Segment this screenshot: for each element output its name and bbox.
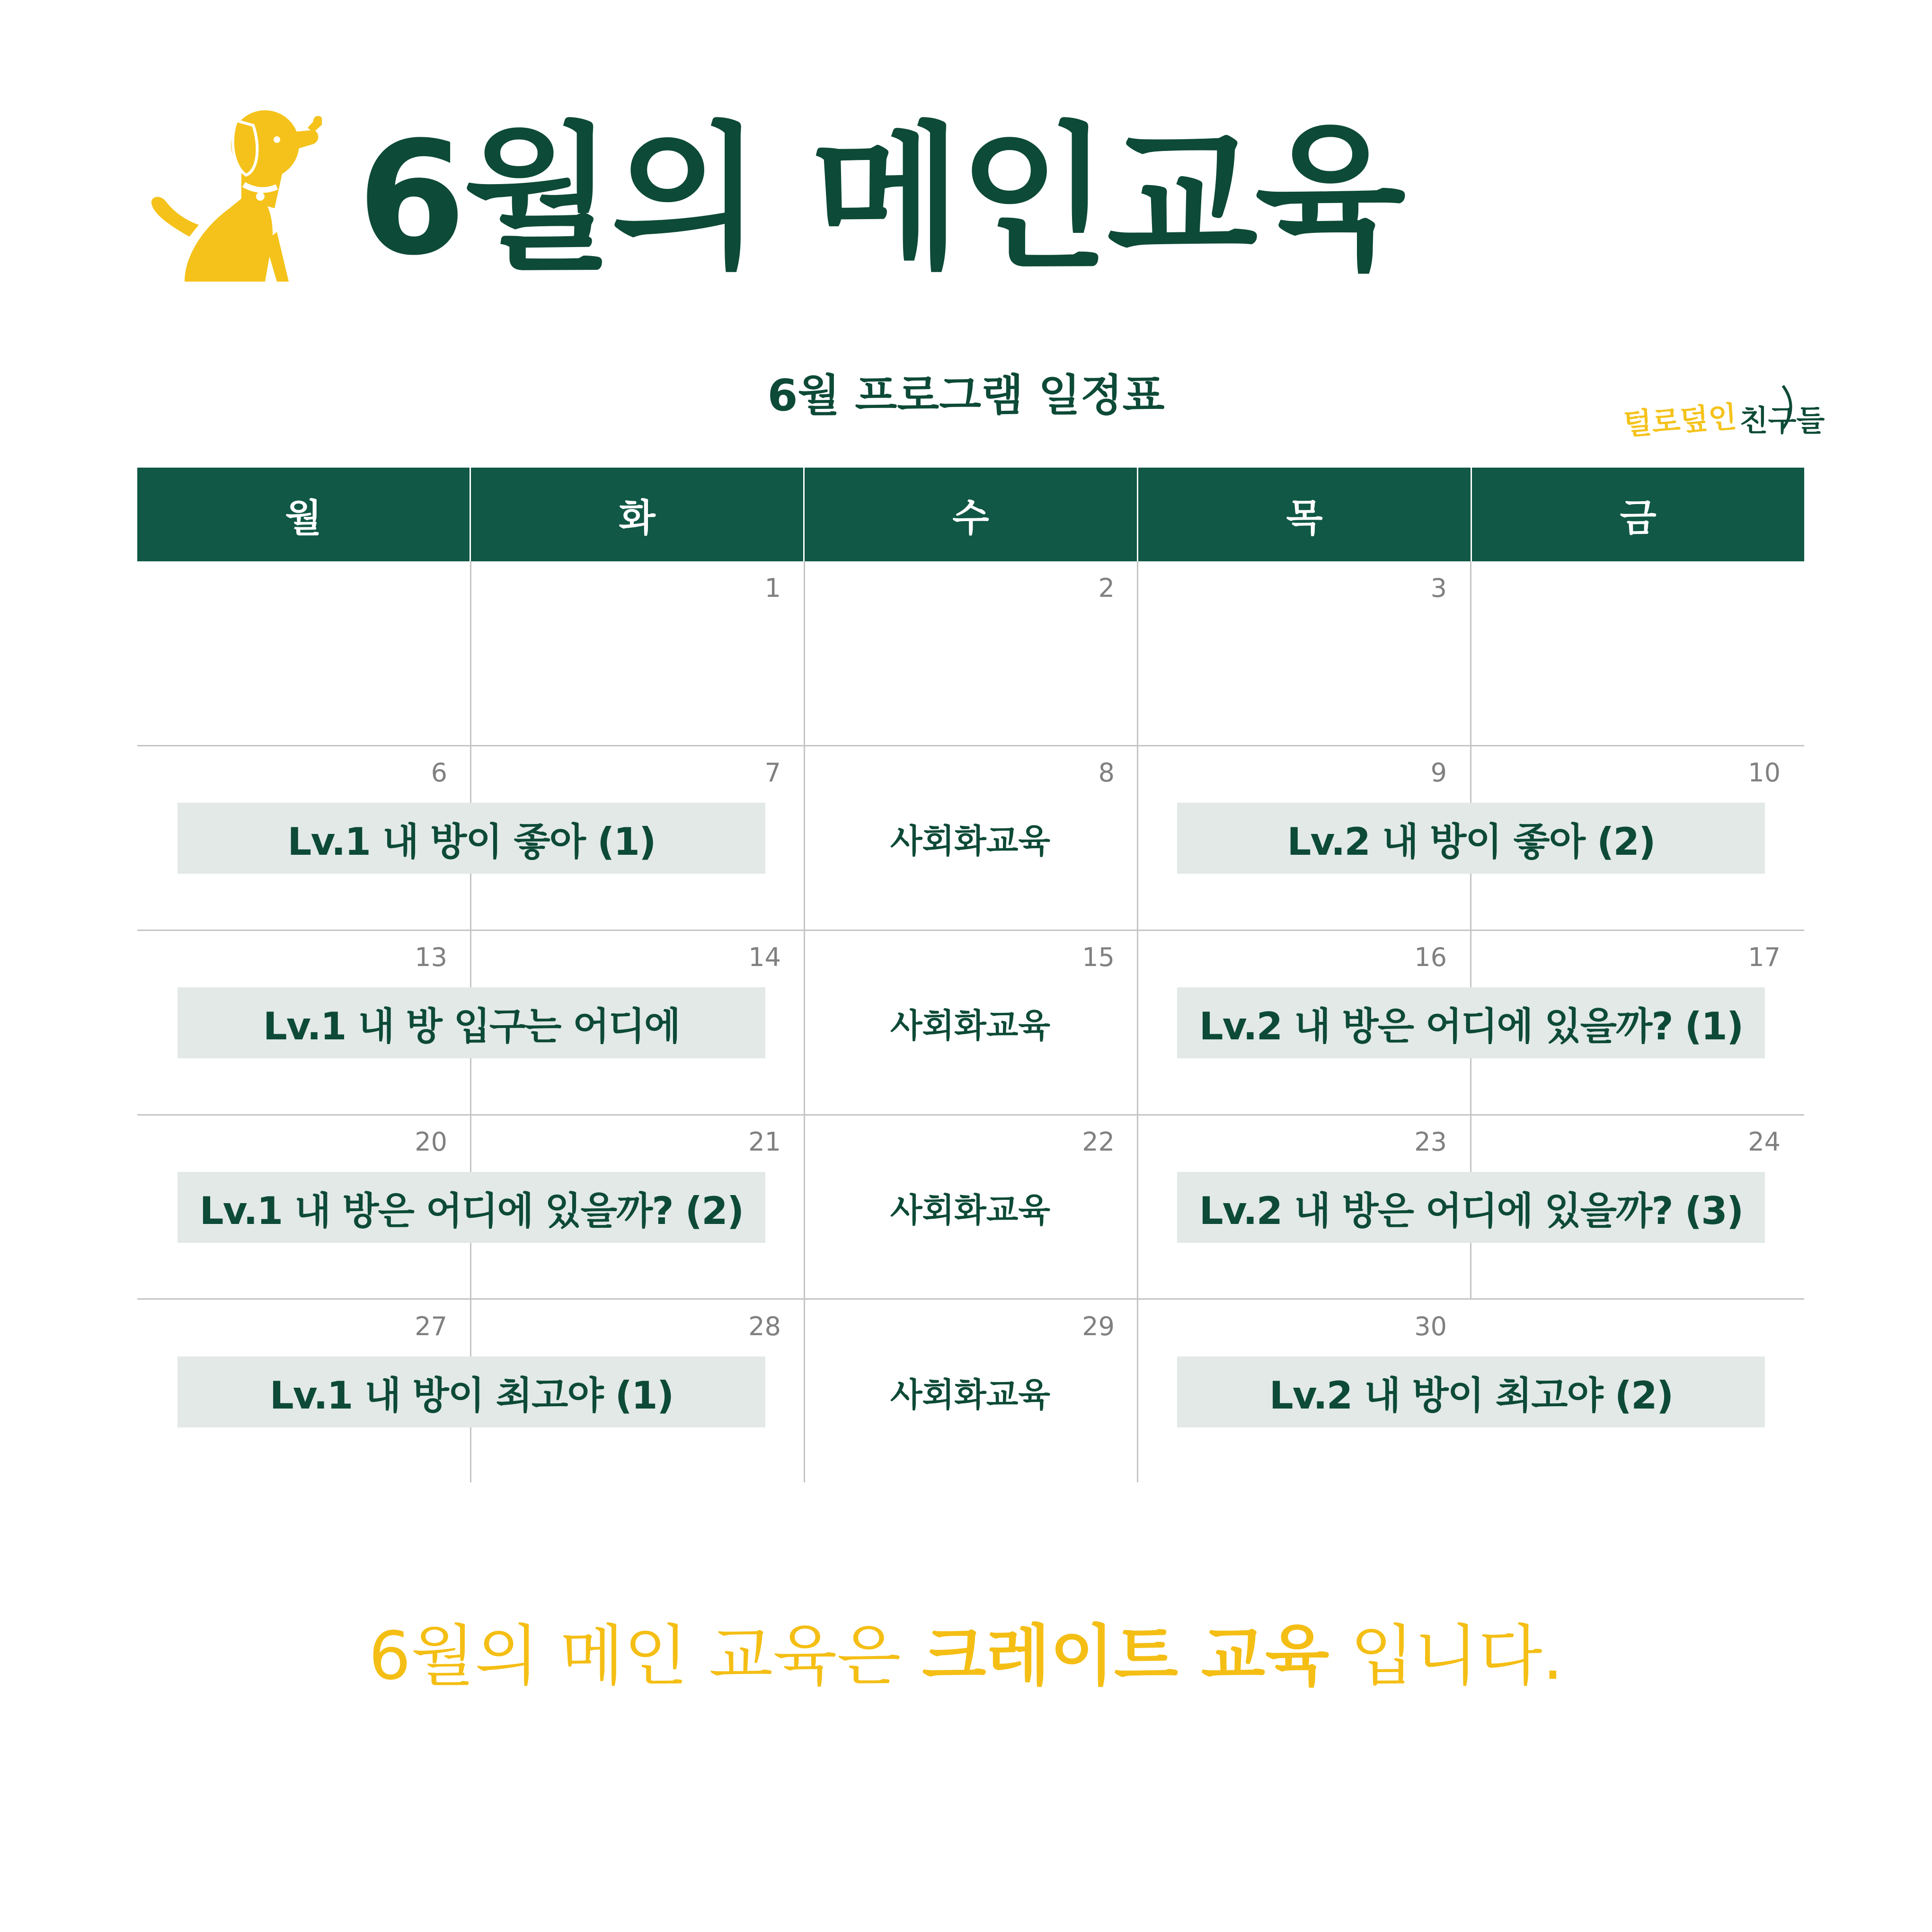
event-bar: Lv.1 내 방 입구는 어디에 xyxy=(177,987,765,1058)
footer-text-post: 입니다. xyxy=(1329,1618,1564,1695)
event-label: 사회화교육 xyxy=(890,1190,1051,1230)
event-bar: Lv.1 내 방이 좋아 (1) xyxy=(177,803,765,874)
event-bar: Lv.2 내 방은 어디에 있을까? (3) xyxy=(1177,1172,1765,1243)
event-label: 사회화교육 xyxy=(890,821,1051,860)
event-bar: Lv.1 내 방은 어디에 있을까? (2) xyxy=(177,1172,765,1243)
date-number: 29 xyxy=(1082,1312,1115,1341)
date-number: 24 xyxy=(1748,1127,1781,1157)
event-bar: Lv.1 내 방이 최고야 (1) xyxy=(177,1356,765,1427)
row-divider xyxy=(137,1298,1804,1300)
event-label: 사회화교육 xyxy=(890,1006,1051,1045)
date-number: 10 xyxy=(1748,758,1781,788)
row-divider xyxy=(137,1114,1804,1116)
event-bar: Lv.2 내 방은 어디에 있을까? (1) xyxy=(1177,987,1765,1058)
date-number: 9 xyxy=(1430,758,1447,788)
brand-logo-part2: 친구들 xyxy=(1739,403,1825,438)
weekday-fri: 금 xyxy=(1620,496,1657,540)
event-label: 사회화교육 xyxy=(890,1375,1051,1414)
event-bar: Lv.2 내 방이 좋아 (2) xyxy=(1177,803,1765,874)
weekday-mon: 월 xyxy=(137,468,471,561)
date-number: 27 xyxy=(415,1312,447,1341)
weekday-wed: 수 xyxy=(805,468,1138,561)
date-number: 23 xyxy=(1414,1127,1447,1157)
weekday-tue: 화 xyxy=(471,468,805,561)
footer-message xyxy=(0,1618,1932,1695)
column-divider xyxy=(1137,561,1138,1482)
weekday-thu: 목 xyxy=(1138,468,1472,561)
date-number: 21 xyxy=(748,1127,781,1157)
date-number: 1 xyxy=(764,573,781,603)
date-number: 28 xyxy=(748,1312,781,1341)
page-title: 6월의 메인교육 xyxy=(357,108,1403,290)
date-number: 7 xyxy=(764,758,781,788)
date-number: 13 xyxy=(415,942,447,972)
footer-text-pre: 6월의 메인 교육은 xyxy=(368,1618,922,1695)
event-bar: Lv.2 내 방이 최고야 (2) xyxy=(1177,1356,1765,1427)
date-number: 17 xyxy=(1748,942,1781,972)
date-number: 3 xyxy=(1430,573,1447,603)
weekday-header xyxy=(137,468,1804,561)
brand-arc-icon xyxy=(1781,383,1799,431)
date-number: 6 xyxy=(431,758,447,788)
date-number: 16 xyxy=(1414,942,1447,972)
brand-logo xyxy=(1622,374,1825,442)
calendar-grid xyxy=(137,561,1804,1482)
row-divider xyxy=(137,930,1804,931)
date-number: 8 xyxy=(1098,758,1115,788)
date-number: 30 xyxy=(1414,1312,1447,1341)
schedule-title: 6월 프로그램 일정표 xyxy=(767,370,1165,421)
row-divider xyxy=(137,745,1804,746)
date-number: 15 xyxy=(1082,942,1115,972)
brand-logo-part1: 털로덮인 xyxy=(1622,399,1738,442)
date-number: 14 xyxy=(748,942,781,972)
footer-highlight: 크레이트 교육 xyxy=(922,1618,1329,1695)
dog-icon xyxy=(147,99,322,282)
date-number: 2 xyxy=(1098,573,1115,603)
date-number: 22 xyxy=(1082,1127,1115,1157)
date-number: 20 xyxy=(415,1127,447,1157)
